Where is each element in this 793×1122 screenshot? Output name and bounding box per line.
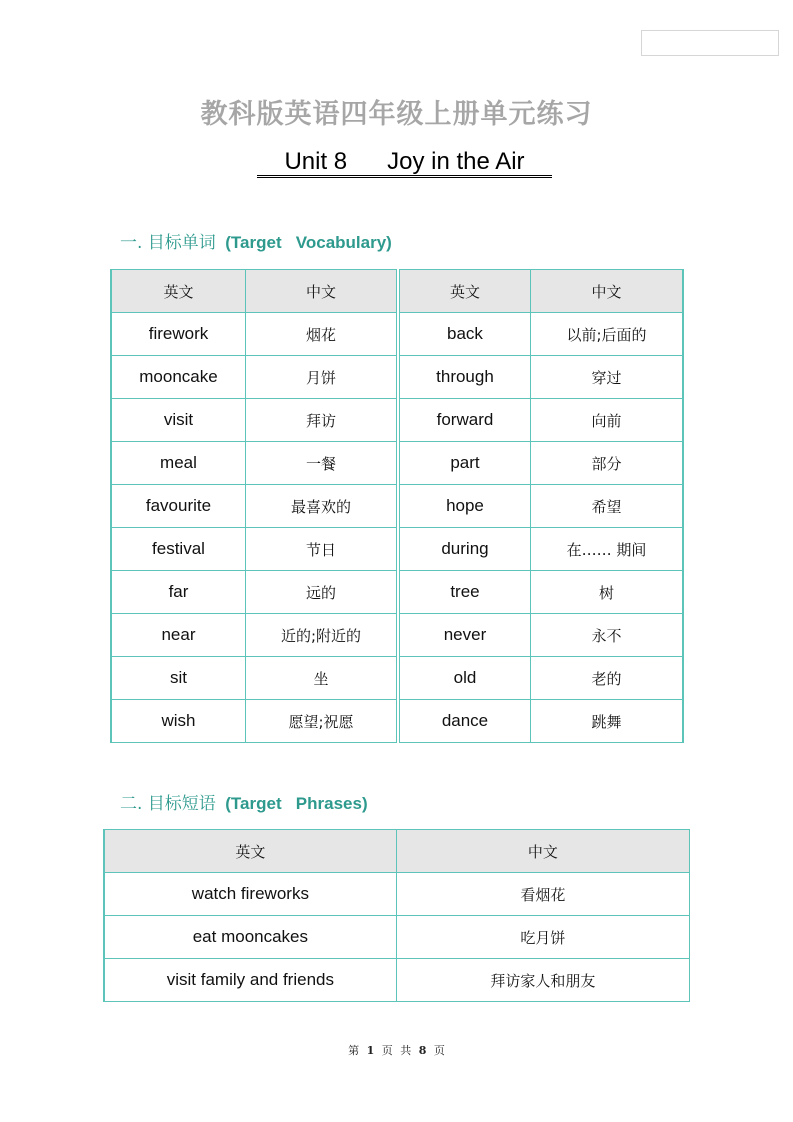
column-header-chinese: 中文 [396, 830, 689, 873]
footer-suffix: 页 [433, 1044, 445, 1057]
phrases-heading [120, 789, 368, 814]
total-pages-number: 8 [418, 1044, 427, 1057]
word-english: visit [111, 399, 245, 442]
word-chinese: 穿过 [530, 356, 683, 399]
word-chinese: 部分 [530, 442, 683, 485]
word-chinese: 以前;后面的 [530, 313, 683, 356]
vocabulary-table [110, 269, 684, 743]
phrases-heading-cn: 二. 目标短语 [120, 794, 216, 814]
word-english: sit [111, 657, 245, 700]
phrase-chinese: 看烟花 [396, 873, 689, 916]
table-row [111, 399, 683, 442]
word-chinese: 希望 [530, 485, 683, 528]
table-row [104, 959, 690, 1002]
table-row [111, 442, 683, 485]
word-english: during [398, 528, 530, 571]
column-header-english: 英文 [104, 830, 396, 873]
column-header-english: 英文 [398, 270, 530, 313]
word-english: dance [398, 700, 530, 743]
word-english: back [398, 313, 530, 356]
word-english: never [398, 614, 530, 657]
footer-prefix: 第 [348, 1044, 360, 1057]
word-chinese: 老的 [530, 657, 683, 700]
word-english: mooncake [111, 356, 245, 399]
word-chinese: 在…… 期间 [530, 528, 683, 571]
table-row [111, 614, 683, 657]
corner-box [641, 30, 779, 56]
phrases-table [103, 829, 690, 1002]
table-row [111, 356, 683, 399]
word-chinese: 永不 [530, 614, 683, 657]
word-english: firework [111, 313, 245, 356]
phrase-chinese: 拜访家人和朋友 [396, 959, 689, 1002]
word-english: near [111, 614, 245, 657]
vocabulary-heading-en: (Target Vocabulary) [225, 233, 392, 252]
word-english: hope [398, 485, 530, 528]
word-english: tree [398, 571, 530, 614]
word-chinese: 坐 [245, 657, 398, 700]
word-english: part [398, 442, 530, 485]
word-chinese: 近的;附近的 [245, 614, 398, 657]
phrase-chinese: 吃月饼 [396, 916, 689, 959]
unit-title: Unit 8 Joy in the Air [257, 148, 552, 178]
word-english: old [398, 657, 530, 700]
vocabulary-heading-cn: 一. 目标单词 [120, 233, 216, 253]
word-chinese: 跳舞 [530, 700, 683, 743]
document-title: 教科版英语四年级上册单元练习 [200, 99, 593, 130]
word-chinese: 月饼 [245, 356, 398, 399]
footer-mid: 页 共 [381, 1044, 412, 1057]
word-chinese: 烟花 [245, 313, 398, 356]
word-english: forward [398, 399, 530, 442]
word-chinese: 节日 [245, 528, 398, 571]
vocabulary-header-row [111, 270, 683, 313]
word-english: wish [111, 700, 245, 743]
word-chinese: 最喜欢的 [245, 485, 398, 528]
page-footer [0, 1042, 793, 1058]
word-chinese: 愿望;祝愿 [245, 700, 398, 743]
column-header-chinese: 中文 [245, 270, 398, 313]
word-english: favourite [111, 485, 245, 528]
phrases-header-row [104, 830, 690, 873]
word-chinese: 树 [530, 571, 683, 614]
table-row [111, 313, 683, 356]
word-english: meal [111, 442, 245, 485]
table-row [104, 873, 690, 916]
word-english: festival [111, 528, 245, 571]
vocabulary-heading [120, 228, 392, 253]
column-header-english: 英文 [111, 270, 245, 313]
word-chinese: 远的 [245, 571, 398, 614]
table-row [111, 657, 683, 700]
phrase-english: visit family and friends [104, 959, 396, 1002]
current-page-number: 1 [366, 1044, 375, 1057]
table-row [111, 571, 683, 614]
table-row [111, 485, 683, 528]
word-english: through [398, 356, 530, 399]
column-header-chinese: 中文 [530, 270, 683, 313]
word-chinese: 一餐 [245, 442, 398, 485]
table-row [111, 700, 683, 743]
phrase-english: watch fireworks [104, 873, 396, 916]
phrases-heading-en: (Target Phrases) [225, 794, 368, 813]
word-english: far [111, 571, 245, 614]
phrase-english: eat mooncakes [104, 916, 396, 959]
word-chinese: 拜访 [245, 399, 398, 442]
word-chinese: 向前 [530, 399, 683, 442]
table-row [111, 528, 683, 571]
table-row [104, 916, 690, 959]
